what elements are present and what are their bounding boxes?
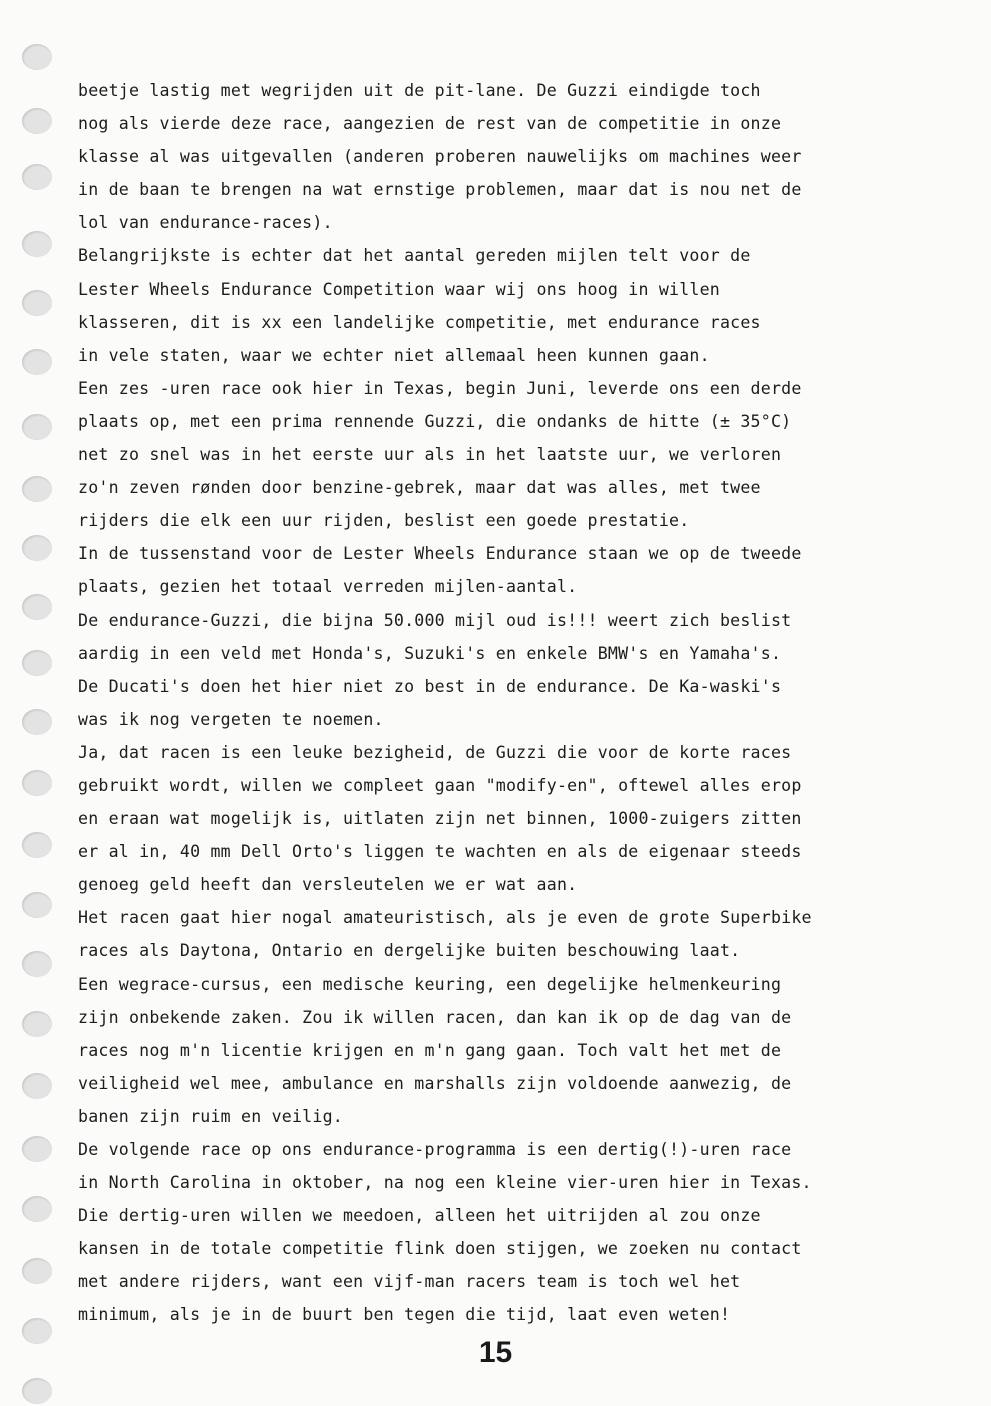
text-line: plaats op, met een prima rennende Guzzi, die ondanks de hitte (± 35°C) [78, 411, 792, 431]
punch-hole [22, 832, 52, 858]
text-line: in North Carolina in oktober, na nog een kleine vier-uren hier in Texas. [78, 1173, 812, 1193]
typewritten-text [78, 74, 983, 1332]
text-line: er al in, 40 mm Dell Orto's liggen te wachten en als de eigenaar steeds [78, 842, 802, 862]
text-line: plaats, gezien het totaal verreden mijlen-aantal. [78, 577, 578, 597]
text-line: genoeg geld heeft dan versleutelen we er wat aan. [78, 875, 578, 895]
punch-hole [22, 1073, 52, 1099]
text-line: Die dertig-uren willen we meedoen, alleen het uitrijden al zou onze [78, 1206, 761, 1226]
text-line: zo'n zeven rønden door benzine-gebrek, maar dat was alles, met twee [78, 478, 761, 498]
text-line: gebruikt wordt, willen we compleet gaan "modify-en", oftewel alles erop [78, 775, 802, 795]
text-line: De volgende race op ons endurance-programma is een dertig(!)-uren race [78, 1140, 792, 1159]
text-line: Lester Wheels Endurance Competition waar wij ons hoog in willen [78, 279, 720, 299]
text-line: rijders die elk een uur rijden, beslist een goede prestatie. [78, 511, 690, 531]
text-line: in de baan te brengen na wat ernstige problemen, maar dat is nou net de [78, 180, 802, 200]
punch-hole [22, 650, 52, 676]
punch-hole [22, 1378, 52, 1404]
text-line: net zo snel was in het eerste uur als in het laatste uur, we verloren [78, 445, 782, 465]
text-line: met andere rijders, want een vijf-man racers team is toch wel het [78, 1272, 741, 1292]
punch-hole [22, 414, 52, 440]
punch-hole [22, 164, 52, 190]
text-line: lol van endurance-races). [78, 213, 333, 233]
text-line: De Ducati's doen het hier niet zo best in de endurance. De Ka-waski's [78, 676, 782, 696]
text-line: was ik nog vergeten te noemen. [78, 709, 384, 729]
punch-hole [22, 44, 52, 70]
text-line: minimum, als je in de buurt ben tegen die tijd, laat even weten! [78, 1305, 731, 1325]
text-line: kansen in de totale competitie flink doen stijgen, we zoeken nu contact [78, 1239, 802, 1259]
punch-hole [22, 1258, 52, 1284]
punch-hole [22, 1011, 52, 1037]
punch-hole [22, 892, 52, 918]
punch-hole [22, 594, 52, 620]
text-line: Het racen gaat hier nogal amateuristisch, als je even de grote Superbike [78, 908, 812, 928]
text-line: in vele staten, waar we echter niet allemaal heen kunnen gaan. [78, 345, 710, 365]
punch-hole [22, 476, 52, 502]
punch-hole [22, 349, 52, 375]
text-line: veiligheid wel mee, ambulance en marshalls zijn voldoende aanwezig, de [78, 1073, 792, 1093]
text-line: In de tussenstand voor de Lester Wheels Endurance staan we op de tweede [78, 544, 802, 564]
punch-hole [22, 108, 52, 134]
text-line: races nog m'n licentie krijgen en m'n gang gaan. Toch valt het met de [78, 1040, 782, 1060]
text-line: aardig in een veld met Honda's, Suzuki's en enkele BMW's en Yamaha's. [78, 643, 782, 663]
text-line: zijn onbekende zaken. Zou ik willen racen, dan kan ik op de dag van de [78, 1007, 792, 1027]
punch-hole [22, 231, 52, 257]
text-line: De endurance-Guzzi, die bijna 50.000 mijl oud is!!! weert zich beslist [78, 610, 792, 630]
text-line: Een wegrace-cursus, een medische keuring, een degelijke helmenkeuring [78, 974, 782, 994]
punch-hole [22, 535, 52, 561]
page-number: 15 [478, 1336, 513, 1369]
text-line: races als Daytona, Ontario en dergelijke buiten beschouwing laat. [78, 941, 741, 961]
text-line: klasse al was uitgevallen (anderen proberen nauwelijks om machines weer [78, 147, 802, 167]
punch-holes [22, 0, 62, 1406]
punch-hole [22, 290, 52, 316]
text-line: Belangrijkste is echter dat het aantal gereden mijlen telt voor de [78, 246, 751, 266]
text-line: beetje lastig met wegrijden uit de pit-lane. De Guzzi eindigde toch [78, 81, 761, 100]
text-line: nog als vierde deze race, aangezien de rest van de competitie in onze [78, 114, 782, 134]
text-line: en eraan wat mogelijk is, uitlaten zijn net binnen, 1000-zuigers zitten [78, 809, 802, 829]
text-line: Een zes -uren race ook hier in Texas, begin Juni, leverde ons een derde [78, 378, 802, 398]
punch-hole [22, 1136, 52, 1162]
text-line: banen zijn ruim en veilig. [78, 1106, 343, 1126]
punch-hole [22, 1196, 52, 1222]
punch-hole [22, 709, 52, 735]
punch-hole [22, 951, 52, 977]
text-line: Ja, dat racen is een leuke bezigheid, de Guzzi die voor de korte races [78, 742, 792, 762]
punch-hole [22, 770, 52, 796]
text-line: klasseren, dit is xx een landelijke competitie, met endurance races [78, 312, 761, 332]
